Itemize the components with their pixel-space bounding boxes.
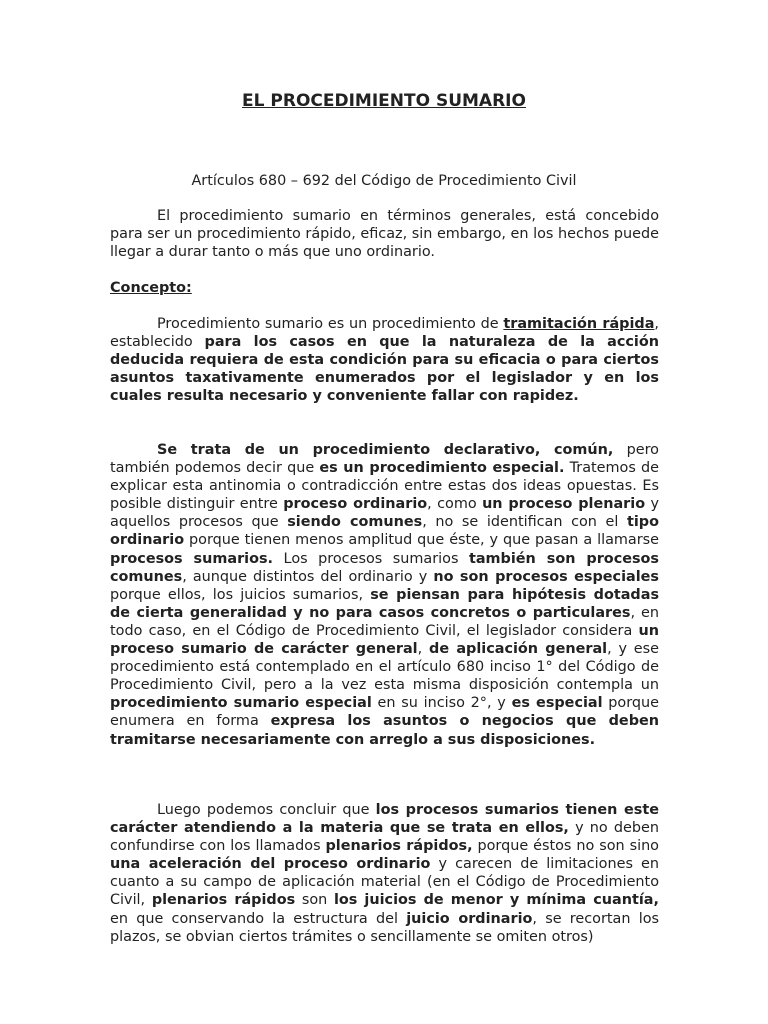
emphasis-span: plenarios rápidos	[151, 892, 296, 909]
document-subtitle: Artículos 680 – 692 del Código de Procedimiento Civil	[191, 173, 577, 189]
emphasis-span: un proceso sumario de carácter general	[110, 622, 659, 658]
text-span: , aunque distintos del ordinario y	[182, 568, 434, 585]
text-span: , y ese procedimiento está contemplado en el artículo 680 inciso 1° del Código de Procedimiento Civil, pero a la vez esta misma disposición contempla un	[110, 641, 660, 694]
text-span: , se recortan los plazos, se obvian ciertos trámites o sencillamente se omiten otros)	[110, 910, 659, 945]
emphasis-span: no son procesos especiales	[433, 568, 659, 585]
emphasis-span: es especial	[511, 695, 603, 712]
text-span: Procedimiento sumario es un procedimiento de	[157, 316, 504, 332]
emphasis-span: para los casos en que la naturaleza de la acción deducida requiera de esta condición para su eficacia o para ciertos asuntos taxativamente enumerados por el legislador y en los cuales resulta necesario y conveniente fallar con rapidez.	[110, 334, 659, 405]
emphasis-span: Se trata de un procedimiento declarativo, común,	[157, 442, 614, 458]
text-span: , en todo caso, en el Código de Procedimiento Civil, el legislador considera	[110, 604, 660, 639]
emphasis-span: tipo ordinario	[110, 514, 659, 549]
emphasis-span: también son procesos comunes	[110, 550, 659, 585]
intro-paragraph: El procedimiento sumario en términos generales, está concebido para ser un procedimiento rápido, eficaz, sin embargo, en los hechos puede llegar a durar tanto o más que uno ordinario.	[110, 208, 659, 261]
emphasis-span: proceso ordinario	[283, 496, 428, 513]
emphasis-span: procedimiento sumario especial	[110, 695, 372, 712]
emphasis-span: una aceleración del proceso ordinario	[110, 856, 431, 873]
text-span: en su inciso 2°, y	[371, 695, 512, 712]
text-span: son	[295, 892, 334, 909]
emphasis-span: juicio ordinario	[406, 910, 533, 927]
text-span: pero también podemos decir que	[110, 442, 659, 477]
text-span: Los procesos sumarios	[273, 550, 469, 567]
procedimiento-declarativo-paragraph	[110, 441, 659, 749]
text-span: Luego podemos concluir que	[157, 802, 376, 818]
conclusion-paragraph	[110, 801, 659, 946]
concepto-heading: Concepto:	[110, 280, 192, 296]
text-span: , no se identifican con el	[422, 514, 627, 531]
emphasis-span: los juicios de menor y mínima cuantía,	[333, 892, 659, 909]
text-span: ,	[417, 641, 430, 658]
text-span: y carecen de limitaciones en cuanto a su campo de aplicación material (en el Código de Procedimiento Civil,	[110, 856, 659, 909]
text-span: y aquellos procesos que	[110, 496, 659, 531]
text-span: y no deben confundirse con los llamados	[110, 820, 660, 855]
text-span: , como	[427, 496, 483, 513]
text-span: Tratemos de explicar esta antinomia o contradicción entre estas dos ideas opuestas. Es posible distinguir entre	[110, 460, 659, 513]
emphasis-span: los procesos sumarios tienen este carácter atendiendo a la materia que se trata en ellos,	[110, 802, 659, 837]
emphasis-span: tramitación rápida	[503, 316, 655, 332]
emphasis-span: siendo comunes	[287, 514, 423, 531]
emphasis-span: expresa los asuntos o negocios que deben tramitarse necesariamente con arreglo a sus disposiciones.	[110, 713, 659, 748]
emphasis-span: un proceso plenario	[482, 496, 646, 513]
document-title: EL PROCEDIMIENTO SUMARIO	[242, 91, 526, 111]
text-span: , establecido	[110, 316, 659, 351]
emphasis-span: de aplicación general	[429, 641, 608, 658]
text-span: porque éstos no son sino	[472, 838, 659, 855]
emphasis-span: plenarios rápidos,	[325, 838, 473, 855]
emphasis-span: es un procedimiento especial.	[319, 460, 565, 477]
emphasis-span: se piensan para hipótesis dotadas de cierta generalidad y no para casos concretos o particulares	[110, 586, 660, 621]
emphasis-span: procesos sumarios.	[110, 550, 274, 567]
concepto-paragraph	[110, 315, 659, 405]
text-span: porque tienen menos amplitud que éste, y que pasan a llamarse	[184, 532, 659, 549]
text-span: porque ellos, los juicios sumarios,	[110, 586, 371, 603]
text-span: en que conservando la estructura del	[110, 910, 407, 927]
text-span: porque enumera en forma	[110, 695, 660, 730]
